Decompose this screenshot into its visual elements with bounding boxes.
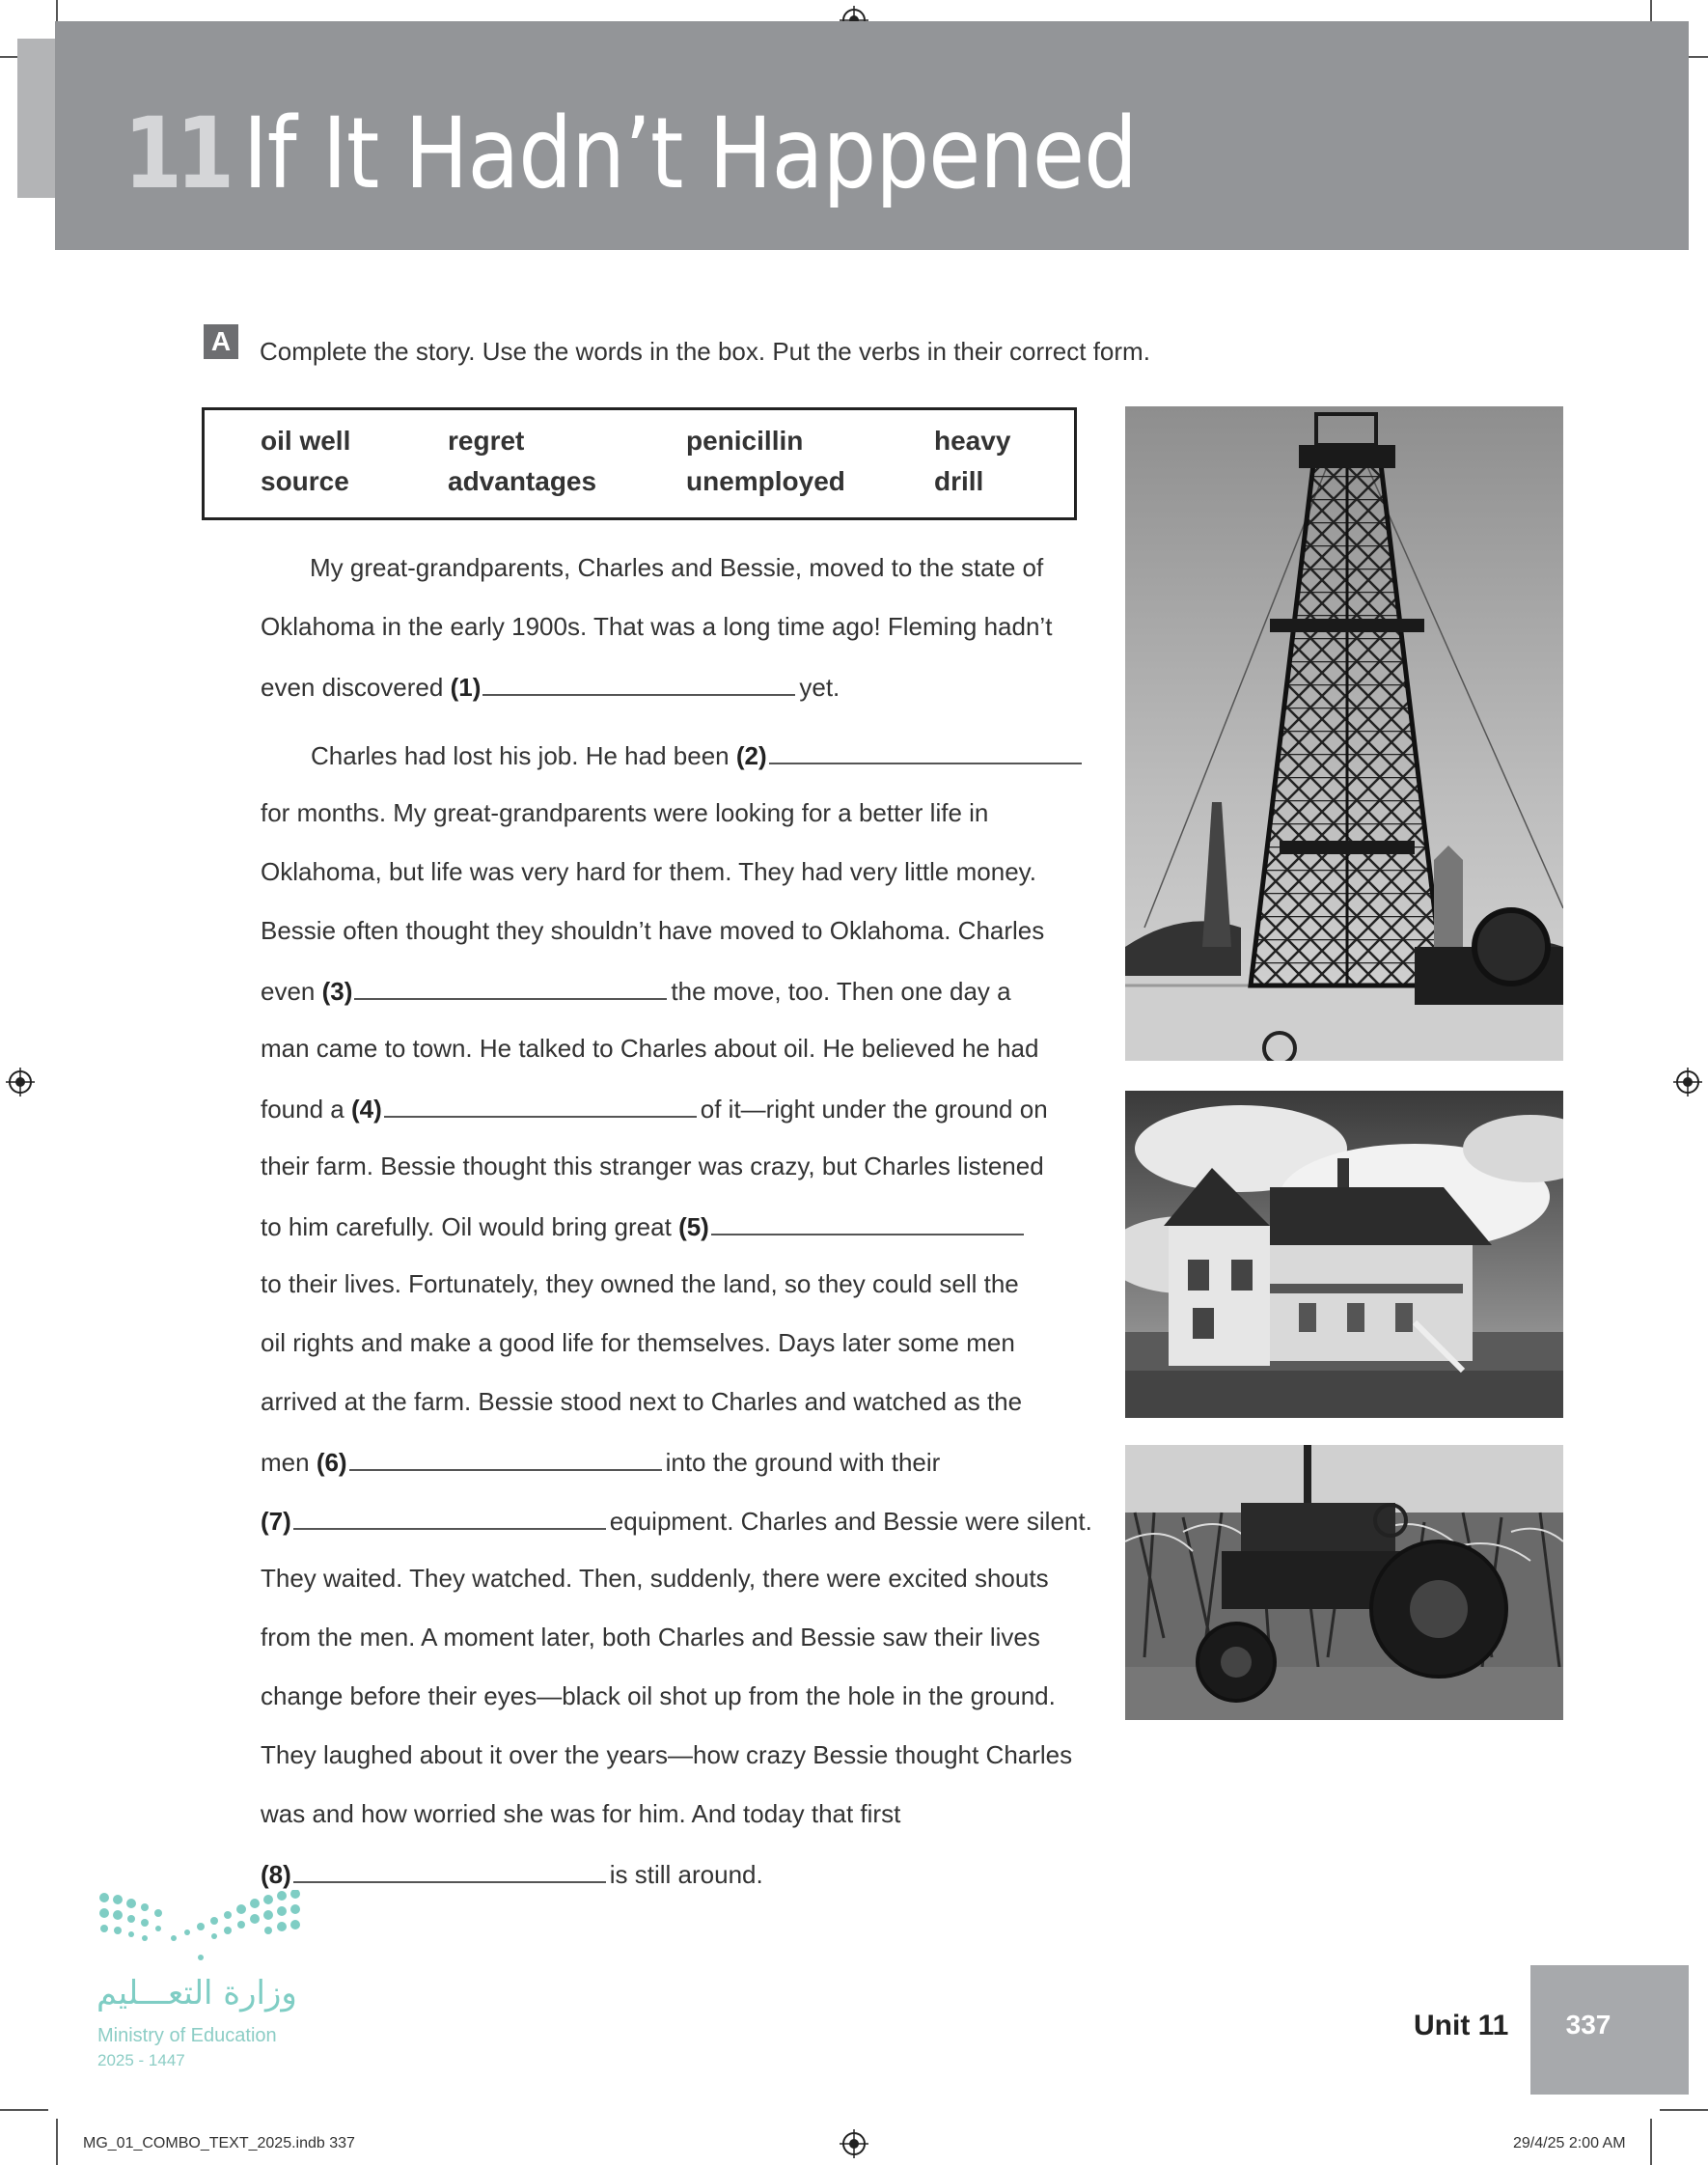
story-line: men (6) into the ground with their [261, 1448, 941, 1477]
oil-derrick-photo [1125, 406, 1563, 1061]
unit-number: 11 [124, 97, 229, 211]
answer-blank[interactable] [354, 975, 667, 1000]
unit-title-text: If It Hadn’t Happened [242, 97, 1137, 211]
registration-mark-icon [840, 2129, 868, 2158]
file-info: MG_01_COMBO_TEXT_2025.indb 337 [83, 2135, 355, 2151]
story-line: Oklahoma in the early 1900s. That was a long time ago! Fleming hadn’t [261, 612, 1053, 641]
story-line: to him carefully. Oil would bring great (5) [261, 1210, 1028, 1242]
story-line: My great-grandparents, Charles and Bessie, moved to the state of [310, 553, 1044, 582]
word-box-item: oil well [261, 426, 351, 456]
story-line: even discovered (1) yet. [261, 673, 840, 702]
blank-number: (5) [678, 1212, 709, 1241]
blank-number: (2) [735, 741, 767, 770]
ministry-name-english: Ministry of Education [97, 2025, 277, 2046]
story-line: (8) is still around. [261, 1860, 763, 1889]
blank-number: (8) [261, 1860, 291, 1889]
story-line: to their lives. Fortunately, they owned the land, so they could sell the [261, 1269, 1019, 1298]
story-line: for months. My great-grandparents were looking for a better life in [261, 798, 989, 827]
header-side-tab [17, 39, 58, 198]
word-box-item: source [261, 466, 349, 496]
story-line: Oklahoma, but life was very hard for them. They had very little money. [261, 857, 1036, 886]
exercise-instructions: Complete the story. Use the words in the box. Put the verbs in their correct form. [260, 337, 1150, 366]
story-line: They laughed about it over the years—how crazy Bessie thought Charles [261, 1740, 1073, 1769]
blank-number: (1) [450, 673, 482, 702]
answer-blank[interactable] [384, 1093, 697, 1118]
story-line: their farm. Bessie thought this stranger was crazy, but Charles listened [261, 1152, 1044, 1180]
crop-mark [56, 2119, 58, 2165]
page-number: 337 [1565, 2010, 1612, 2040]
farmhouse-photo [1125, 1091, 1563, 1418]
crop-mark [1660, 2109, 1708, 2111]
story-line: from the men. A moment later, both Charles and Bessie saw their lives [261, 1623, 1040, 1652]
answer-blank[interactable] [711, 1210, 1024, 1235]
story-line: Charles had lost his job. He had been (2) [311, 739, 1086, 771]
story-line: man came to town. He talked to Charles about oil. He believed he had [261, 1034, 1039, 1063]
story-line: (7) equipment. Charles and Bessie were silent. [261, 1507, 1092, 1536]
answer-blank[interactable] [482, 671, 795, 696]
story-line: found a (4) of it—right under the ground on [261, 1095, 1048, 1124]
ministry-year: 2025 - 1447 [97, 2051, 185, 2069]
unit-label: Unit 11 [1414, 2010, 1509, 2041]
ministry-name-arabic: وزارة التعـــليم [96, 1974, 297, 2012]
word-box-item: unemployed [686, 466, 845, 496]
story-line: oil rights and make a good life for themselves. Days later some men [261, 1328, 1015, 1357]
word-box-item: regret [448, 426, 525, 456]
tractor-photo [1125, 1445, 1563, 1720]
word-box-item: heavy [934, 426, 1011, 456]
blank-number: (3) [321, 977, 353, 1006]
story-line: They waited. They watched. Then, suddenly, there were excited shouts [261, 1564, 1049, 1593]
answer-blank[interactable] [769, 739, 1082, 764]
word-box [202, 407, 1077, 520]
word-box-item: drill [934, 466, 984, 496]
word-box-item: advantages [448, 466, 597, 496]
answer-blank[interactable] [293, 1505, 606, 1530]
answer-blank[interactable] [349, 1446, 662, 1471]
crop-mark [0, 2109, 48, 2111]
page-title [124, 97, 1137, 232]
section-badge: A [204, 324, 238, 359]
story-line: Bessie often thought they shouldn’t have moved to Oklahoma. Charles [261, 916, 1045, 945]
ministry-logo-dots-icon [96, 1890, 309, 1962]
blank-number: (7) [261, 1507, 291, 1536]
crop-mark [1650, 2119, 1652, 2165]
blank-number: (6) [316, 1448, 347, 1477]
blank-number: (4) [350, 1095, 382, 1124]
answer-blank[interactable] [293, 1858, 606, 1883]
story-line: even (3) the move, too. Then one day a [261, 977, 1011, 1006]
story-line: was and how worried she was for him. And today that first [261, 1799, 901, 1828]
story-line: arrived at the farm. Bessie stood next to Charles and watched as the [261, 1387, 1023, 1416]
registration-mark-icon [1673, 1068, 1702, 1096]
file-date: 29/4/25 2:00 AM [1513, 2135, 1626, 2151]
story-line: change before their eyes—black oil shot up from the hole in the ground. [261, 1681, 1056, 1710]
word-box-item: penicillin [686, 426, 804, 456]
registration-mark-icon [6, 1068, 35, 1096]
